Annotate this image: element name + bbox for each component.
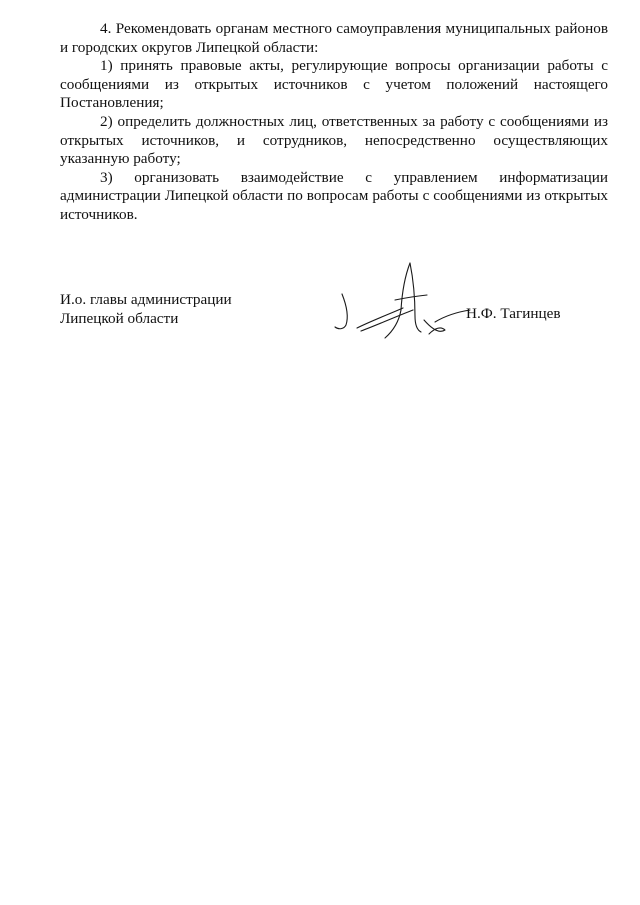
signatory-name: Н.Ф. Тагинцев [466, 305, 561, 322]
position-line-2: Липецкой области [60, 309, 179, 327]
handwritten-signature [325, 258, 475, 350]
document-body [60, 20, 608, 225]
position-line-1: И.о. главы администрации [60, 291, 232, 308]
signatory-position [60, 291, 260, 328]
paragraph-item-4: 4. Рекомендовать органам местного самоуправления муниципальных районов и городских округов Липецкой области: [60, 20, 608, 56]
paragraph-subitem-2: 2) определить должностных лиц, ответственных за работу с сообщениями из открытых источников, и сотрудников, непосредственно осуществляющих указанную работу; [60, 112, 608, 168]
paragraph-subitem-3: 3) организовать взаимодействие с управлением информатизации администрации Липецкой области по вопросам работы с сообщениями из открытых источников. [60, 168, 608, 223]
paragraph-subitem-1: 1) принять правовые акты, регулирующие вопросы организации работы с сообщениями из открытых источников с учетом положений настоящего Постановления; [60, 57, 608, 112]
